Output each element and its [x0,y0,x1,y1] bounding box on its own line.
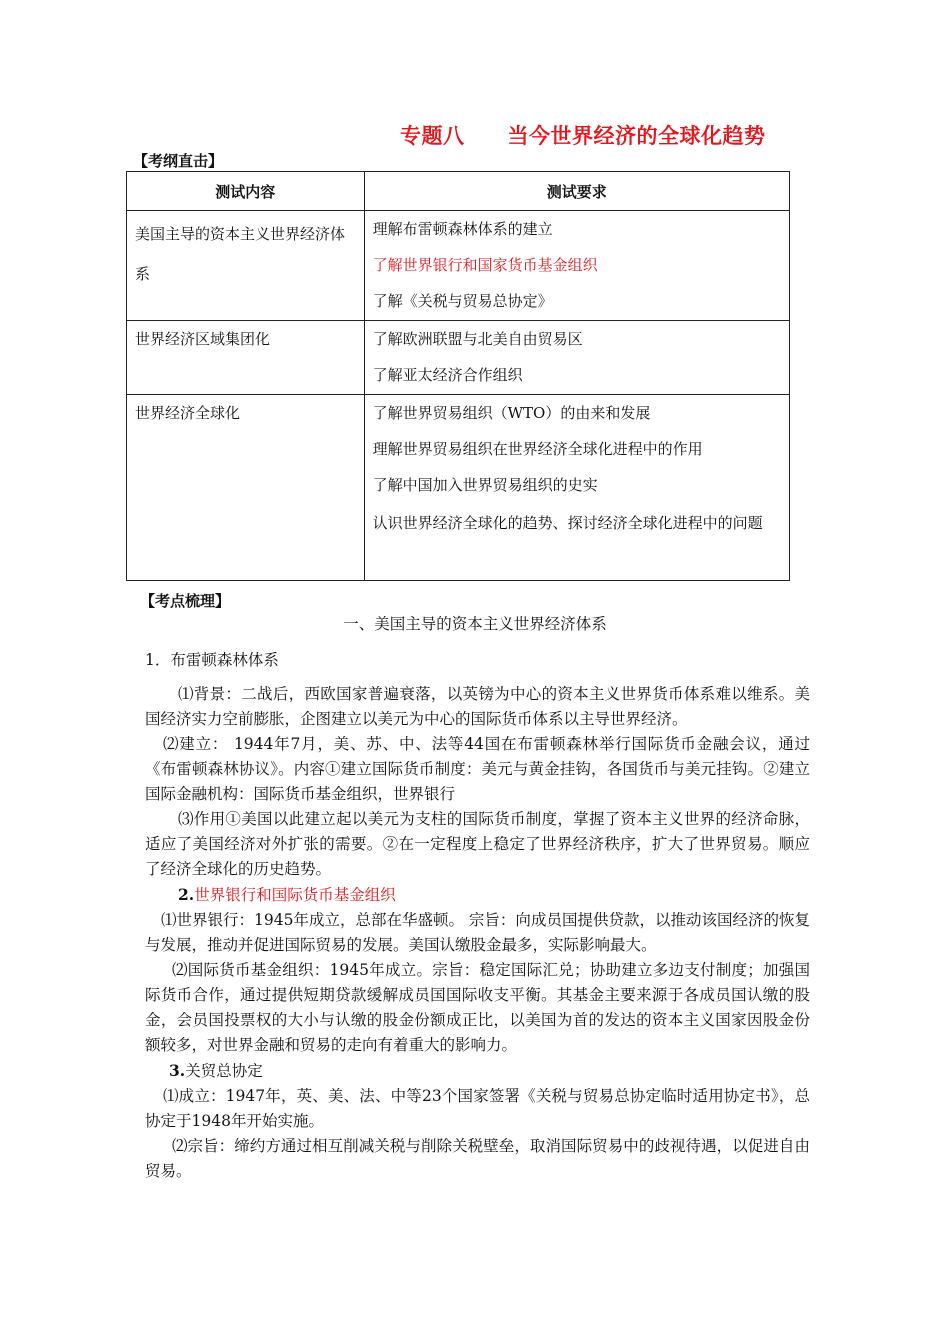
requirement-item: 了解欧洲联盟与北美自由贸易区 [372,330,583,348]
table-row [127,321,790,395]
kaogang-label: 【考纲直击】 [133,152,224,170]
requirement-item: 了解亚太经济合作组织 [372,366,523,384]
requirement-item: 了解世界贸易组织（WTO）的由来和发展 [372,404,651,422]
paragraph-gatt-founding: ⑴成立：1947年，英、美、法、中等23个国家签署《关税与贸易总协定临时适用协定书》，总协定于1948年开始实施。 [145,1087,810,1130]
row3-content: 世界经济全球化 [135,404,241,422]
paragraph-gatt-purpose: ⑵宗旨：缔约方通过相互削减关税与削除关税壁垒，取消国际贸易中的歧视待遇，以促进自由贸易。 [145,1137,810,1180]
table-cell-requirements [364,211,789,321]
item2-heading [145,882,810,908]
paragraph-background: ⑴背景：二战后，西欧国家普遍衰落，以英镑为中心的资本主义世界货币体系难以维系。美国经济实力空前膨胀，企图建立以美元为中心的国际货币体系以主导世界经济。 [145,685,810,728]
requirement-item: 理解世界贸易组织在世界经济全球化进程中的作用 [372,440,703,458]
requirements-table [126,171,790,581]
table-row [127,211,790,321]
requirement-item: 了解世界银行和国家货币基金组织 [372,256,598,274]
item3-heading [145,1058,810,1084]
requirement-item: 理解布雷顿森林体系的建立 [372,220,553,238]
item3-number: 3. [169,1061,186,1080]
table-row [127,395,790,581]
row1-content: 美国主导的资本主义世界经济体系 [135,225,346,283]
paragraph-effect: ⑶作用①美国以此建立起以美元为支柱的国际货币制度，掌握了资本主义世界的经济命脉，适应了美国经济对外扩张的需要。②在一定程度上稳定了世界经济秩序，扩大了世界贸易。顺应了经济全球化的历史趋势。 [145,810,810,878]
page-title: 专题八 当今世界经济的全球化趋势 [400,124,766,148]
paragraph-imf: ⑵国际货币基金组织：1945年成立。宗旨：稳定国际汇兑；协助建立多边支付制度；加强国际货币合作，通过提供短期贷款缓解成员国国际收支平衡。其基金主要来源于各成员国认缴的股金，会员国投票权的大小与认缴的股金份额成正比，以美国为首的发达的资本主义国家因股金份额较多，对世界金融和贸易的走向有着重大的影响力。 [145,961,810,1054]
table-cell-requirements [364,321,789,395]
item3-title: 关贸总协定 [185,1062,263,1080]
requirement-item: 了解《关税与贸易总协定》 [372,292,553,310]
table-cell-content [127,211,365,321]
item2-number: 2. [178,885,195,904]
body-text [145,682,810,1184]
requirement-item: 认识世界经济全球化的趋势、探讨经济全球化进程中的问题 [372,514,763,532]
item1-heading: 1．布雷顿森林体系 [145,651,279,669]
table-cell-content [127,395,365,581]
paragraph-establishment: ⑵建立： 1944年7月，美、苏、中、法等44国在布雷顿森林举行国际货币金融会议，通过《布雷顿森林协议》。内容①建立国际货币制度：美元与黄金挂钩，各国货币与美元挂钩。②建立国际金融机构：国际货币基金组织，世界银行 [145,735,810,803]
table-header-row [127,172,790,211]
item2-title: 世界银行和国际货币基金组织 [194,886,396,904]
table-cell-content [127,321,365,395]
row2-content: 世界经济区域集团化 [135,330,271,348]
section-heading: 一、美国主导的资本主义世界经济体系 [343,615,607,633]
paragraph-world-bank: ⑴世界银行：1945年成立，总部在华盛顿。 宗旨：向成员国提供贷款，以推动该国经济的恢复与发展，推动并促进国际贸易的发展。美国认缴股金最多，实际影响最大。 [145,911,810,954]
table-header-content: 测试内容 [127,172,365,211]
table-cell-requirements [364,395,789,581]
requirement-item: 了解中国加入世界贸易组织的史实 [372,476,598,494]
table-header-requirements: 测试要求 [364,172,789,211]
kaodian-label: 【考点梳理】 [140,592,231,610]
